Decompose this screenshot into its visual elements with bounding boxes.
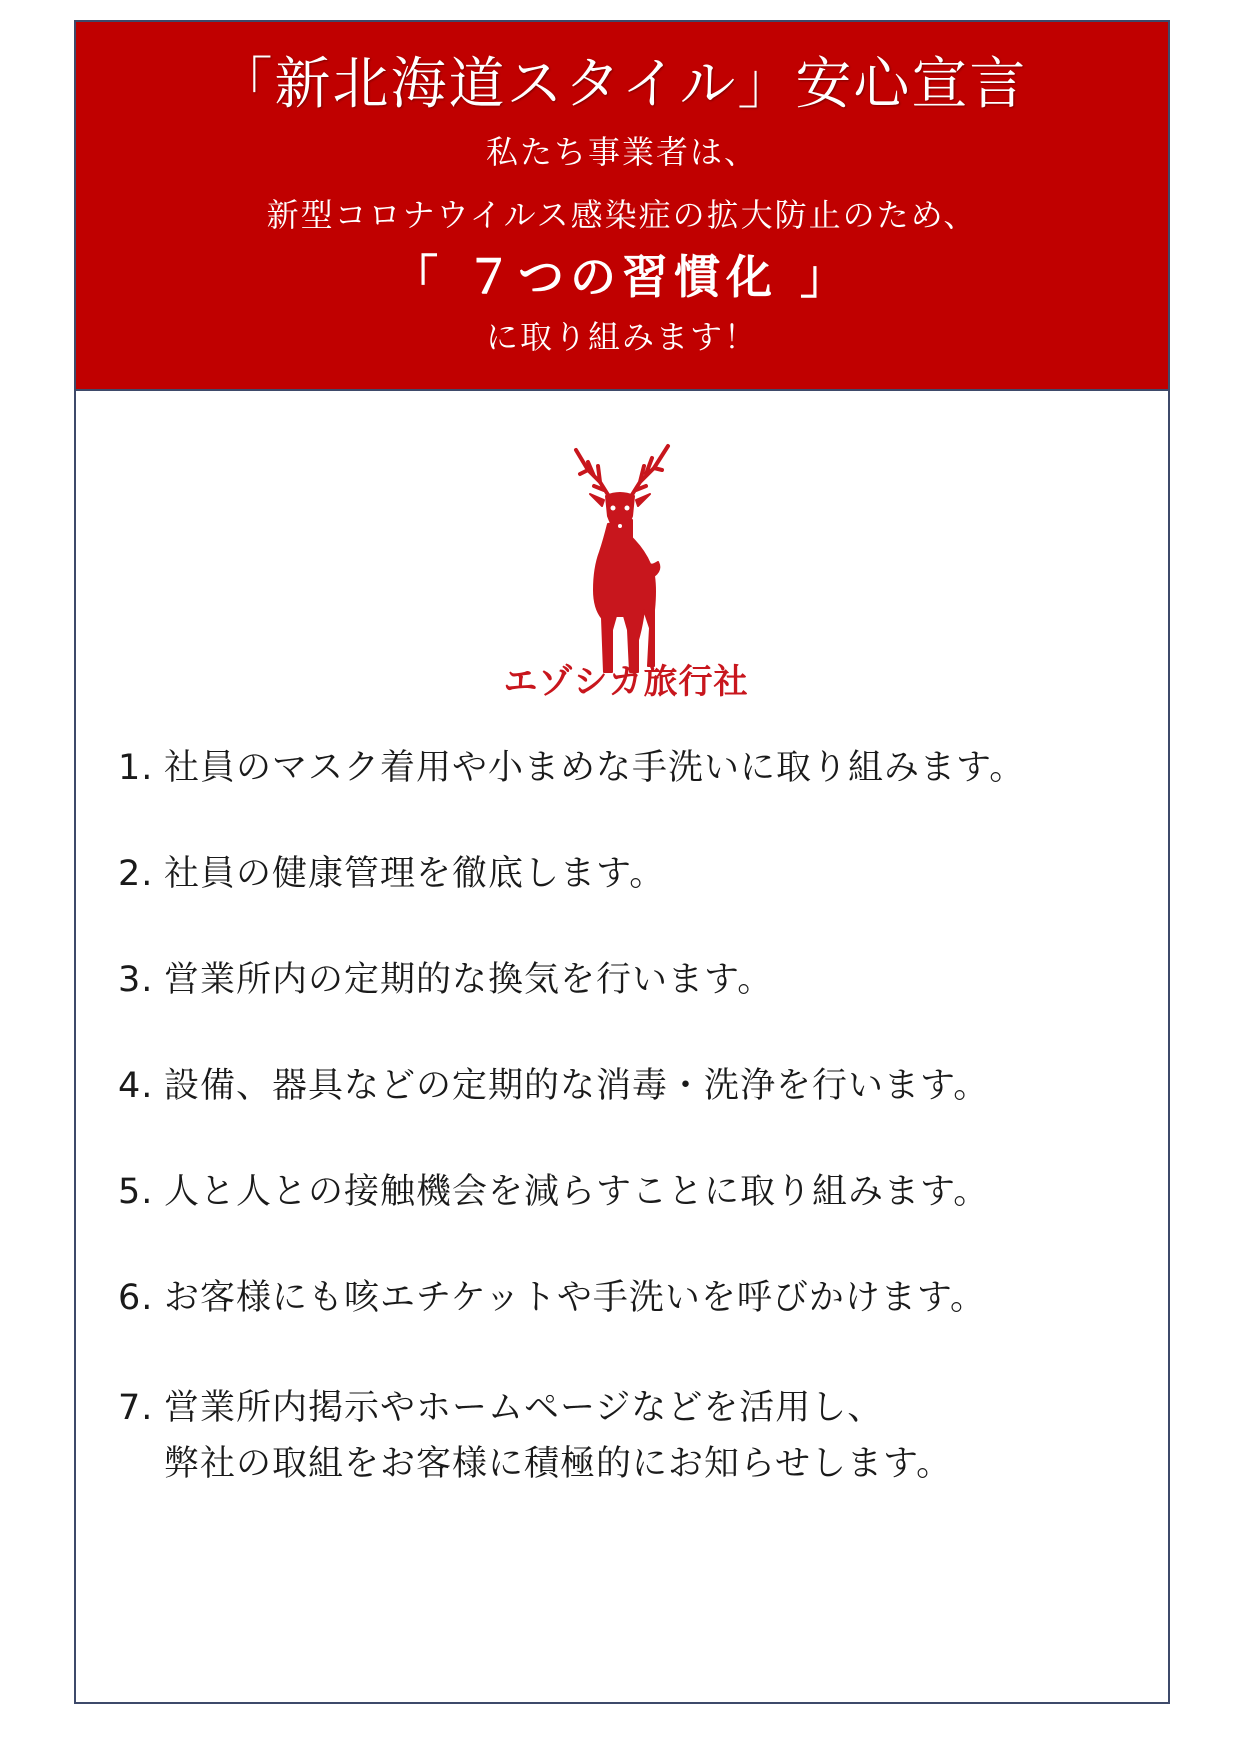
item-number: 7. — [118, 1388, 154, 1428]
item-number: 4. — [118, 1066, 154, 1106]
logo-text: エゾシカ旅行社 — [503, 662, 749, 702]
item-text: 設備、器具などの定期的な消毒・洗浄を行います。 — [164, 1066, 990, 1106]
item-text: 営業所内掲示やホームページなどを活用し、 — [164, 1388, 884, 1428]
item-text-continued: 弊社の取組をお客様に積極的にお知らせします。 — [164, 1444, 953, 1484]
item-number: 3. — [118, 960, 154, 1000]
item-text: 営業所内の定期的な換気を行います。 — [164, 960, 774, 1000]
item-text: 社員のマスク着用や小まめな手洗いに取り組みます。 — [164, 748, 1026, 788]
list-item — [118, 740, 1138, 796]
list-item — [118, 1270, 1138, 1326]
item-number: 6. — [118, 1278, 154, 1318]
header-line-1: 私たち事業者は、 — [485, 133, 758, 171]
item-number: 5. — [118, 1172, 154, 1212]
deer-icon — [558, 440, 688, 675]
list-item — [118, 952, 1138, 1008]
page-title: 「新北海道スタイル」安心宣言 — [216, 52, 1028, 117]
item-text: 社員の健康管理を徹底します。 — [164, 854, 666, 894]
list-item — [118, 1164, 1138, 1220]
item-number: 2. — [118, 854, 154, 894]
header-banner — [76, 22, 1168, 391]
item-number: 1. — [118, 748, 154, 788]
item-text: お客様にも咳エチケットや手洗いを呼びかけます。 — [164, 1278, 987, 1318]
header-line-4: に取り組みます！ — [485, 318, 758, 356]
list-item — [118, 846, 1138, 902]
header-line-2: 新型コロナウイルス感染症の拡大防止のため、 — [266, 196, 978, 234]
item-text: 人と人との接触機会を減らすことに取り組みます。 — [164, 1172, 990, 1212]
list-item — [118, 1058, 1138, 1114]
header-line-3: 「 ７つの習慣化 」 — [391, 250, 853, 304]
list-item — [118, 1380, 1138, 1492]
poster — [74, 20, 1170, 1704]
